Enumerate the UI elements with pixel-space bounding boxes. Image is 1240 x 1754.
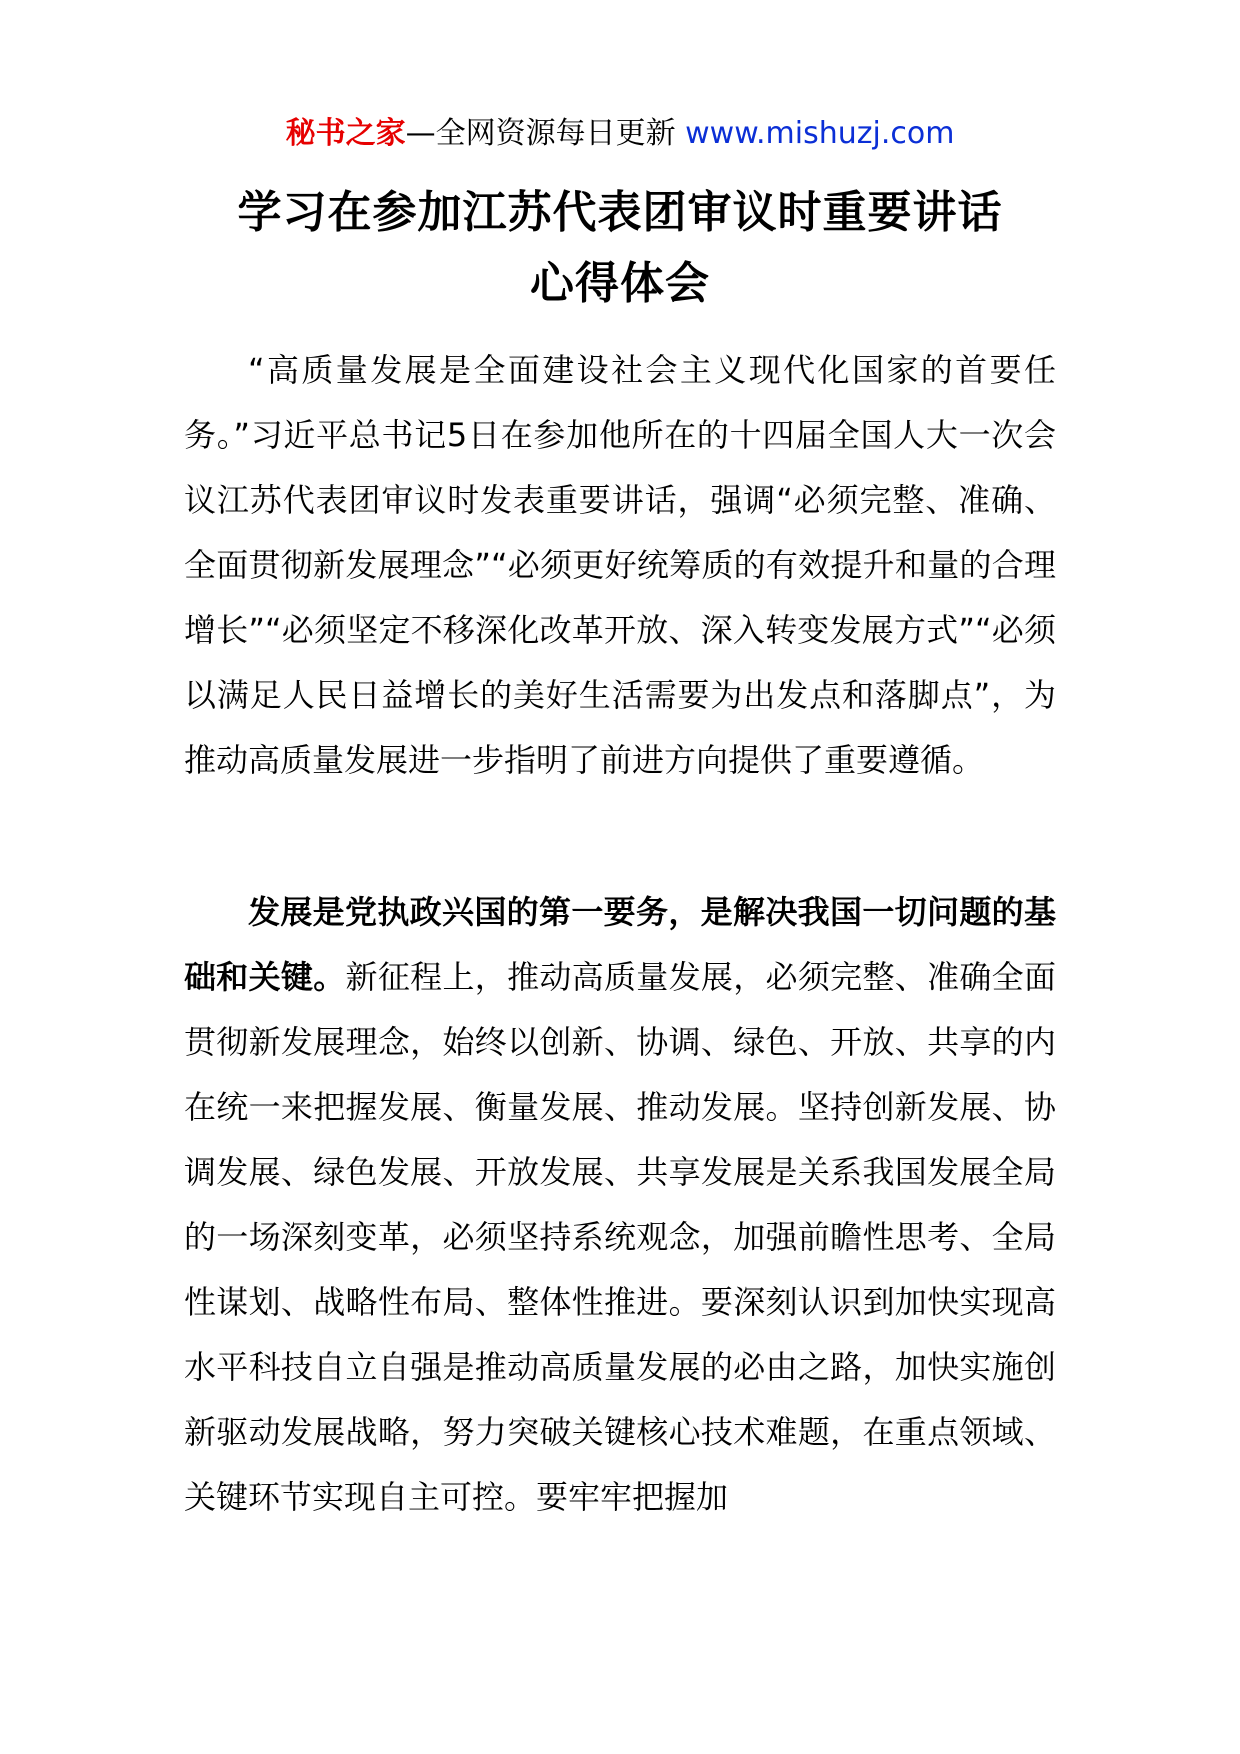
document-title-line2: 心得体会: [530, 258, 710, 309]
paragraph-1: “高质量发展是全面建设社会主义现代化国家的首要任务。”习近平总书记5日在参加他所在的十四届全国人大一次会议江苏代表团审议时发表重要讲话，强调“必须完整、准确、全面贯彻新发展理念”“必须更好统筹质的有效提升和量的合理增长”“必须坚定不移深化改革开放、深入转变发展方式”“必须以满足人民日益增长的美好生活需要为出发点和落脚点”，为推动高质量发展进一步指明了前进方向提供了重要遵循。: [184, 351, 1056, 779]
site-url-link[interactable]: www.mishuzj.com: [685, 116, 955, 151]
paragraph-2: [184, 880, 1056, 1530]
document-title-line1: 学习在参加江苏代表团审议时重要讲话: [237, 187, 1003, 238]
paragraph-2-lead: 发展是党执政兴国的第一要务，是解决我国一切问题的基础和关键。: [184, 893, 1056, 996]
site-header: [0, 112, 1240, 156]
site-brand: 秘书之家: [285, 116, 406, 151]
paragraph-2-body: 新征程上，推动高质量发展，必须完整、准确全面贯彻新发展理念，始终以创新、协调、绿色、开放、共享的内在统一来把握发展、衡量发展、推动发展。坚持创新发展、协调发展、绿色发展、开放发展、共享发展是关系我国发展全局的一场深刻变革，必须坚持系统观念，加强前瞻性思考、全局性谋划、战略性布局、整体性推进。要深刻认识到加快实现高水平科技自立自强是推动高质量发展的必由之路，加快实施创新驱动发展战略，努力突破关键核心技术难题，在重点领域、关键环节实现自主可控。要牢牢把握加: [184, 958, 1056, 1516]
site-tagline: —全网资源每日更新: [405, 116, 676, 151]
